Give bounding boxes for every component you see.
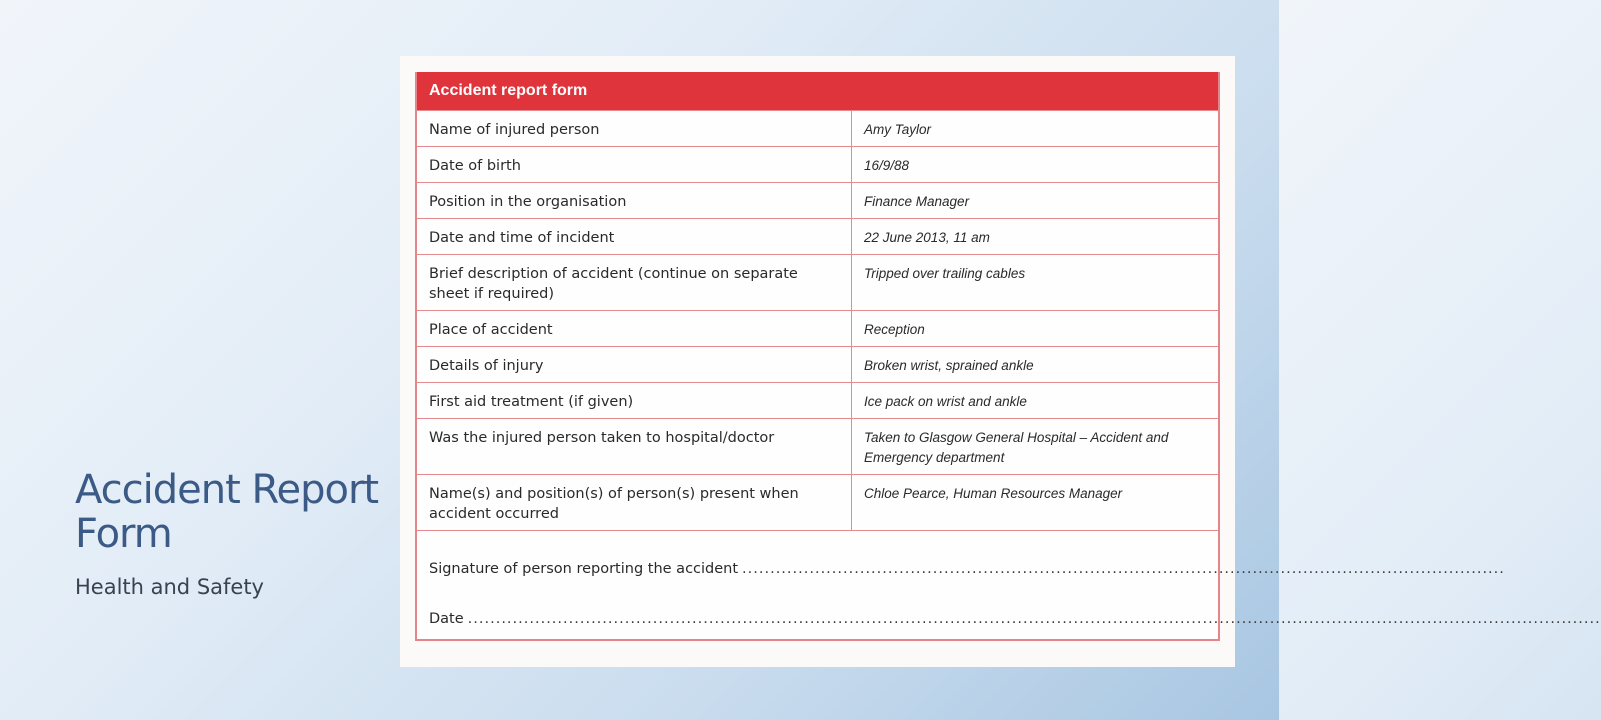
signature-line bbox=[429, 561, 1505, 577]
form-row-witnesses bbox=[417, 474, 1218, 530]
accident-report-form bbox=[415, 72, 1601, 641]
form-row-description bbox=[417, 254, 1218, 310]
field-label: Brief description of accident (continue on separate sheet if required) bbox=[417, 255, 852, 310]
date-dotted-line: .......................................................................................................................................................................................................... bbox=[467, 611, 1601, 627]
field-value: Taken to Glasgow General Hospital – Accident and Emergency department bbox=[864, 430, 1169, 465]
date-line bbox=[429, 611, 1601, 627]
form-row-first-aid bbox=[417, 382, 1218, 418]
field-label: Was the injured person taken to hospital/doctor bbox=[417, 419, 852, 474]
field-label: Position in the organisation bbox=[417, 183, 852, 218]
field-value: Amy Taylor bbox=[864, 122, 932, 137]
signature-dotted-line: ........................................................................................................................................ bbox=[742, 561, 1505, 577]
signature-block bbox=[417, 530, 1601, 639]
field-value: Finance Manager bbox=[864, 194, 970, 209]
form-row-incident-time bbox=[417, 218, 1218, 254]
form-header: Accident report form bbox=[417, 72, 1218, 110]
field-value: Ice pack on wrist and ankle bbox=[864, 394, 1027, 409]
field-label: Name of injured person bbox=[417, 111, 852, 146]
field-value: Broken wrist, sprained ankle bbox=[864, 358, 1034, 373]
field-value: Chloe Pearce, Human Resources Manager bbox=[864, 486, 1123, 501]
field-value: Tripped over trailing cables bbox=[864, 266, 1026, 281]
field-label: First aid treatment (if given) bbox=[417, 383, 852, 418]
form-row-date-of-birth bbox=[417, 146, 1218, 182]
field-value: 16/9/88 bbox=[864, 158, 910, 173]
field-label: Date and time of incident bbox=[417, 219, 852, 254]
form-row-position bbox=[417, 182, 1218, 218]
slide-title: Accident Report Form bbox=[75, 467, 379, 557]
signature-label: Signature of person reporting the accident bbox=[429, 561, 739, 577]
field-label: Name(s) and position(s) of person(s) present when accident occurred bbox=[417, 475, 852, 530]
slide-subtitle: Health and Safety bbox=[75, 575, 264, 599]
form-image bbox=[400, 56, 1601, 667]
field-label: Details of injury bbox=[417, 347, 852, 382]
field-label: Place of accident bbox=[417, 311, 852, 346]
form-row-injury-details bbox=[417, 346, 1218, 382]
field-value: 22 June 2013, 11 am bbox=[864, 230, 990, 245]
date-label: Date bbox=[429, 611, 464, 627]
field-label: Date of birth bbox=[417, 147, 852, 182]
field-value: Reception bbox=[864, 322, 925, 337]
form-row-injured-name bbox=[417, 110, 1218, 146]
form-row-place bbox=[417, 310, 1218, 346]
form-row-hospital bbox=[417, 418, 1218, 474]
